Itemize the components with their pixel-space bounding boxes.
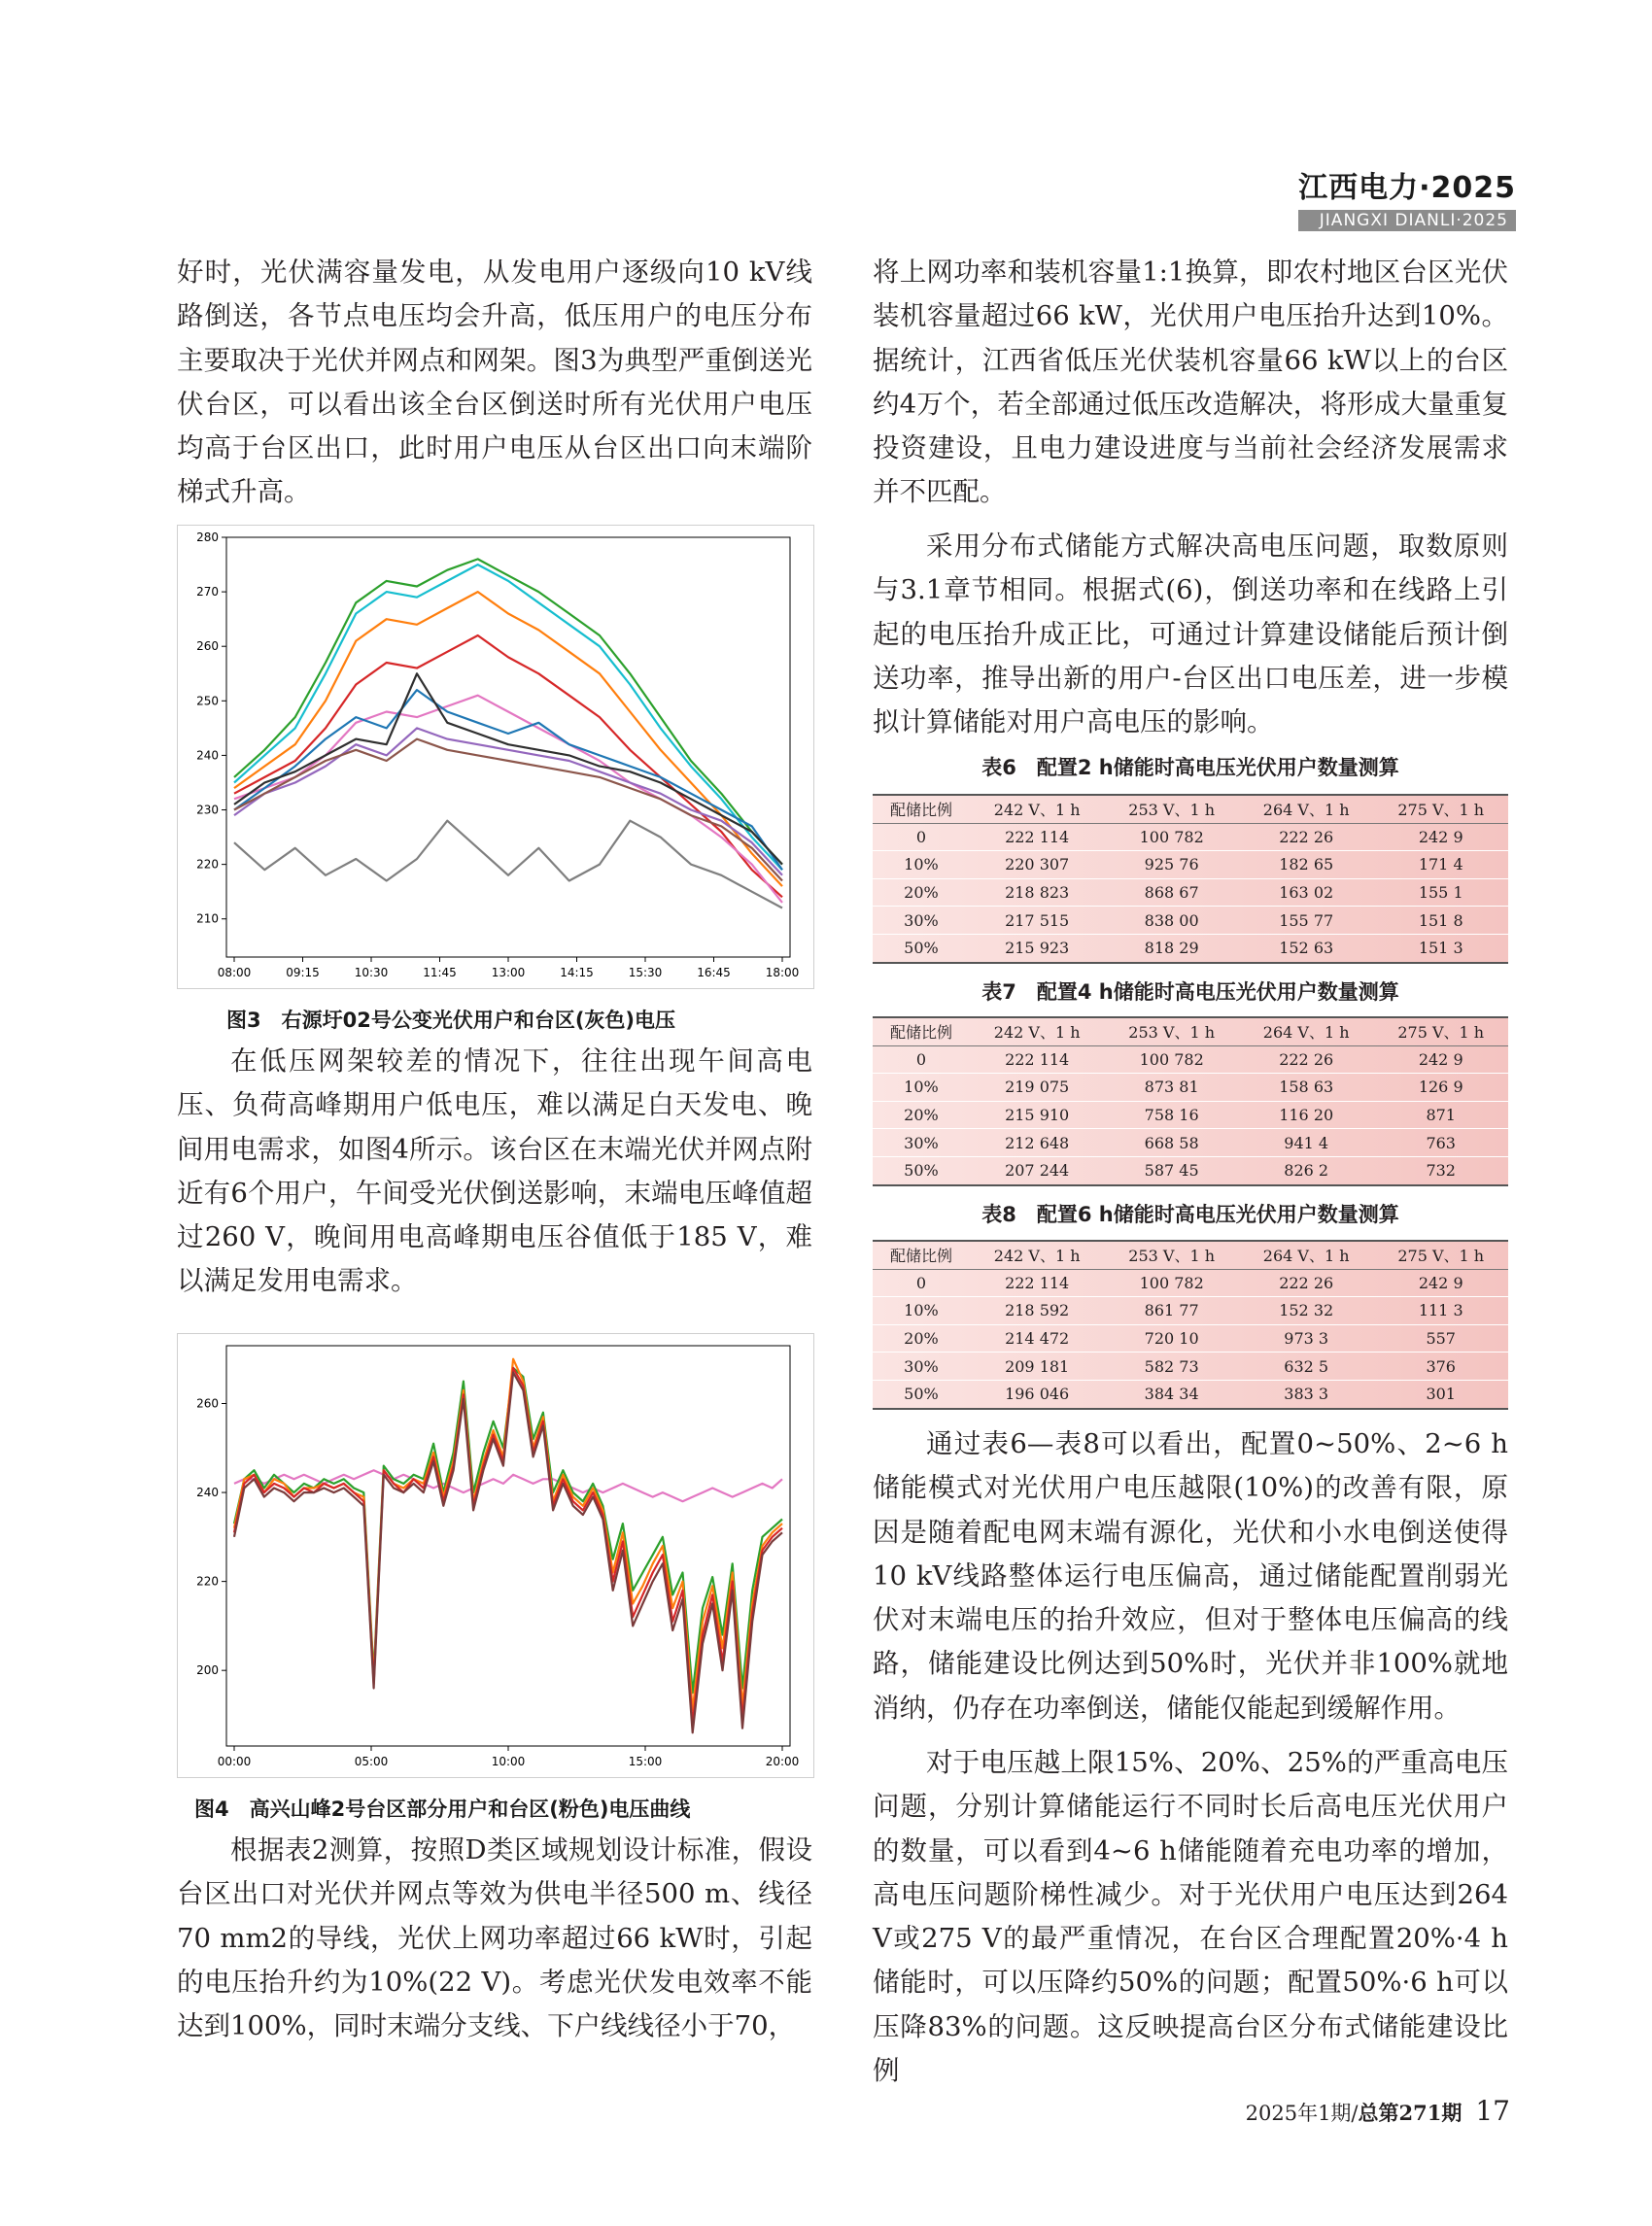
table-cell: 0 (873, 823, 970, 851)
table-cell: 818 29 (1104, 934, 1239, 962)
table-cell: 376 (1373, 1353, 1508, 1381)
table-cell: 222 26 (1239, 823, 1374, 851)
table-row (873, 1297, 1508, 1325)
table-cell: 925 76 (1104, 851, 1239, 879)
table-cell: 196 046 (970, 1380, 1105, 1408)
table-cell: 20% (873, 1324, 970, 1353)
table-cell: 152 32 (1239, 1297, 1374, 1325)
table-cell: 941 4 (1239, 1129, 1374, 1157)
table-cell: 30% (873, 1353, 970, 1381)
table-cell: 632 5 (1239, 1353, 1374, 1381)
figure-3-chart (177, 525, 814, 989)
figure-4-caption: 图4 高兴山峰2号台区部分用户和台区(粉色)电压曲线 (194, 1798, 691, 1821)
table-cell: 217 515 (970, 907, 1105, 935)
table-row (873, 1380, 1508, 1408)
table-cell: 720 10 (1104, 1324, 1239, 1353)
table-cell: 100 782 (1104, 1269, 1239, 1297)
x-tick-label: 10:00 (491, 1755, 526, 1768)
table-header-cell: 配储比例 (873, 1017, 970, 1045)
table-cell: 587 45 (1104, 1156, 1239, 1184)
y-tick-label: 260 (196, 639, 219, 654)
table-cell: 557 (1373, 1324, 1508, 1353)
table-cell: 171 4 (1373, 851, 1508, 879)
y-tick-label: 260 (196, 1396, 219, 1411)
table-header-cell: 275 V、1 h (1373, 1017, 1508, 1045)
table-cell: 732 (1373, 1156, 1508, 1184)
y-tick-label: 220 (196, 857, 219, 872)
table-header-cell: 242 V、1 h (970, 1017, 1105, 1045)
x-tick-label: 05:00 (354, 1755, 389, 1768)
x-tick-label: 15:00 (628, 1755, 663, 1768)
x-tick-label: 00:00 (217, 1755, 252, 1768)
table-cell: 873 81 (1104, 1074, 1239, 1102)
table-cell: 222 26 (1239, 1045, 1374, 1074)
table-cell: 218 592 (970, 1297, 1105, 1325)
table-cell: 50% (873, 1156, 970, 1184)
table-cell: 838 00 (1104, 907, 1239, 935)
table-cell: 151 3 (1373, 934, 1508, 962)
table-cell: 10% (873, 1297, 970, 1325)
table-cell: 20% (873, 878, 970, 907)
table-cell: 222 114 (970, 823, 1105, 851)
table-row (873, 851, 1508, 879)
table-cell: 212 648 (970, 1129, 1105, 1157)
table-row (873, 907, 1508, 935)
table-header-cell: 242 V、1 h (970, 795, 1105, 823)
plot-frame (226, 537, 790, 957)
y-tick-label: 220 (196, 1574, 219, 1589)
x-tick-label: 13:00 (491, 966, 526, 979)
table-cell: 215 910 (970, 1101, 1105, 1129)
footer-issue: 2025年1期/ (1245, 2102, 1359, 2125)
table-cell: 30% (873, 907, 970, 935)
table-cell: 163 02 (1239, 878, 1374, 907)
table-header-cell: 253 V、1 h (1104, 1241, 1239, 1269)
table-cell: 155 1 (1373, 878, 1508, 907)
table-cell: 861 77 (1104, 1297, 1239, 1325)
table-row (873, 1353, 1508, 1381)
table-cell: 111 3 (1373, 1297, 1508, 1325)
table-cell: 116 20 (1239, 1101, 1374, 1129)
table-cell: 973 3 (1239, 1324, 1374, 1353)
table-cell: 158 63 (1239, 1074, 1374, 1102)
table-cell: 384 34 (1104, 1380, 1239, 1408)
y-tick-label: 200 (196, 1663, 219, 1678)
x-tick-label: 14:15 (560, 966, 594, 979)
table-header-cell: 275 V、1 h (1373, 795, 1508, 823)
table-cell: 868 67 (1104, 878, 1239, 907)
table-cell: 758 16 (1104, 1101, 1239, 1129)
table-6-caption: 表6 配置2 h储能时高电压光伏用户数量测算 (981, 756, 1399, 779)
table-cell: 582 73 (1104, 1353, 1239, 1381)
table-cell: 222 114 (970, 1045, 1105, 1074)
figure-3-caption: 图3 右源圩02号公变光伏用户和台区(灰色)电压 (226, 1009, 676, 1032)
table-row (873, 1045, 1508, 1074)
table-row (873, 934, 1508, 962)
table-row (873, 1129, 1508, 1157)
table-6 (873, 794, 1508, 964)
table-cell: 215 923 (970, 934, 1105, 962)
table-cell: 218 823 (970, 878, 1105, 907)
y-tick-label: 280 (196, 531, 219, 544)
table-cell: 763 (1373, 1129, 1508, 1157)
journal-header (1298, 163, 1516, 231)
y-tick-label: 240 (196, 1486, 219, 1500)
table-cell: 242 9 (1373, 1045, 1508, 1074)
table-cell: 100 782 (1104, 1045, 1239, 1074)
y-tick-label: 250 (196, 694, 219, 708)
table-cell: 214 472 (970, 1324, 1105, 1353)
table-cell: 301 (1373, 1380, 1508, 1408)
table-cell: 126 9 (1373, 1074, 1508, 1102)
table-cell: 151 8 (1373, 907, 1508, 935)
right-paragraph-3: 通过表6—表8可以看出，配置0~50%、2~6 h储能模式对光伏用户电压越限(10%)的改善有限，原因是随着配电网末端有源化，光伏和小水电倒送使得10 kV线路整体运行电压偏高，通过储能配置削弱光伏对末端电压的抬升效应，但对于整体电压偏高的线路，储能建设比例达到50%时，光伏并非100%就地消纳，仍存在功率倒送，储能仅能起到缓解作用。 (873, 1428, 1508, 1724)
table-header-cell: 253 V、1 h (1104, 795, 1239, 823)
table-row (873, 823, 1508, 851)
journal-title: 江西电力·2025 (1298, 171, 1516, 205)
y-tick-label: 240 (196, 748, 219, 763)
x-tick-label: 16:45 (697, 966, 731, 979)
table-cell: 222 114 (970, 1269, 1105, 1297)
table-cell: 668 58 (1104, 1129, 1239, 1157)
table-row (873, 1324, 1508, 1353)
table-row (873, 1101, 1508, 1129)
table-cell: 220 307 (970, 851, 1105, 879)
page-footer (1246, 2095, 1510, 2127)
table-cell: 155 77 (1239, 907, 1374, 935)
table-cell: 10% (873, 1074, 970, 1102)
left-paragraph-1: 好时，光伏满容量发电，从发电用户逐级向10 kV线路倒送，各节点电压均会升高，低压用户的电压分布主要取决于光伏并网点和网架。图3为典型严重倒送光伏台区，可以看出该全台区倒送时所有光伏用户电压均高于台区出口，此时用户电压从台区出口向末端阶梯式升高。 (177, 257, 812, 508)
table-cell: 826 2 (1239, 1156, 1374, 1184)
table-cell: 152 63 (1239, 934, 1374, 962)
table-cell: 242 9 (1373, 823, 1508, 851)
table-8 (873, 1240, 1508, 1410)
x-tick-label: 08:00 (217, 966, 252, 979)
table-row (873, 1156, 1508, 1184)
right-paragraph-1: 将上网功率和装机容量1:1换算，即农村地区台区光伏装机容量超过66 kW，光伏用户电压抬升达到10%。据统计，江西省低压光伏装机容量66 kW以上的台区约4万个，若全部通过低压改造解决，将形成大量重复投资建设，且电力建设进度与当前社会经济发展需求并不匹配。 (873, 257, 1508, 508)
table-header-cell: 264 V、1 h (1239, 1241, 1374, 1269)
table-cell: 100 782 (1104, 823, 1239, 851)
left-paragraph-2: 在低压网架较差的情况下，往往出现午间高电压、负荷高峰期用户低电压，难以满足白天发电、晚间用电需求，如图4所示。该台区在末端光伏并网点附近有6个用户，午间受光伏倒送影响，末端电压峰值超过260 V，晚间用电高峰期电压谷值低于185 V，难以满足发用电需求。 (177, 1045, 812, 1297)
left-paragraph-3: 根据表2测算，按照D类区域规划设计标准，假设台区出口对光伏并网点等效为供电半径500 m、线径70 mm2的导线，光伏上网功率超过66 kW时，引起的电压抬升约为10%(22 V)。考虑光伏发电效率不能达到100%，同时末端分支线、下户线线径小于70， (177, 1834, 812, 2042)
table-header-cell: 264 V、1 h (1239, 795, 1374, 823)
table-cell: 219 075 (970, 1074, 1105, 1102)
y-tick-label: 270 (196, 585, 219, 599)
table-cell: 242 9 (1373, 1269, 1508, 1297)
table-cell: 50% (873, 1380, 970, 1408)
table-header-cell: 配储比例 (873, 1241, 970, 1269)
y-tick-label: 230 (196, 803, 219, 817)
x-tick-label: 11:45 (423, 966, 457, 979)
table-cell: 50% (873, 934, 970, 962)
x-tick-label: 09:15 (286, 966, 320, 979)
x-tick-label: 10:30 (354, 966, 389, 979)
table-header-cell: 275 V、1 h (1373, 1241, 1508, 1269)
right-paragraph-2: 采用分布式储能方式解决高电压问题，取数原则与3.1章节相同。根据式(6)，倒送功率和在线路上引起的电压抬升成正比，可通过计算建设储能后预计倒送功率，推导出新的用户-台区出口电压差，进一步模拟计算储能对用户高电压的影响。 (873, 531, 1508, 738)
table-cell: 10% (873, 851, 970, 879)
table-cell: 20% (873, 1101, 970, 1129)
table-cell: 209 181 (970, 1353, 1105, 1381)
x-tick-label: 20:00 (765, 1755, 800, 1768)
table-header-cell: 264 V、1 h (1239, 1017, 1374, 1045)
table-7 (873, 1016, 1508, 1186)
table-row (873, 878, 1508, 907)
table-header-cell: 253 V、1 h (1104, 1017, 1239, 1045)
table-row (873, 1269, 1508, 1297)
table-cell: 182 65 (1239, 851, 1374, 879)
table-header-cell: 242 V、1 h (970, 1241, 1105, 1269)
table-cell: 871 (1373, 1101, 1508, 1129)
table-cell: 222 26 (1239, 1269, 1374, 1297)
table-cell: 0 (873, 1269, 970, 1297)
x-tick-label: 15:30 (628, 966, 663, 979)
table-cell: 383 3 (1239, 1380, 1374, 1408)
figure-4-chart (177, 1333, 814, 1778)
table-header-cell: 配储比例 (873, 795, 970, 823)
table-7-caption: 表7 配置4 h储能时高电压光伏用户数量测算 (981, 980, 1399, 1004)
right-paragraph-4: 对于电压越上限15%、20%、25%的严重高电压问题，分别计算储能运行不同时长后高电压光伏用户的数量，可以看到4~6 h储能随着充电功率的增加，高电压问题阶梯性减少。对于光伏用户电压达到264 V或275 V的最严重情况，在台区合理配置20%·4 h储能时，可以压降约50%的问题；配置50%·6 h可以压降83%的问题。这反映提高台区分布式储能建设比例 (873, 1747, 1508, 2087)
table-cell: 30% (873, 1129, 970, 1157)
table-cell: 207 244 (970, 1156, 1105, 1184)
journal-subtitle: JIANGXI DIANLI·2025 (1298, 210, 1516, 231)
x-tick-label: 18:00 (765, 966, 800, 979)
page-number: 17 (1475, 2095, 1510, 2127)
y-tick-label: 210 (196, 911, 219, 926)
table-cell: 0 (873, 1045, 970, 1074)
table-8-caption: 表8 配置6 h储能时高电压光伏用户数量测算 (981, 1203, 1399, 1226)
table-row (873, 1074, 1508, 1102)
footer-total: 总第271期 (1358, 2101, 1463, 2125)
